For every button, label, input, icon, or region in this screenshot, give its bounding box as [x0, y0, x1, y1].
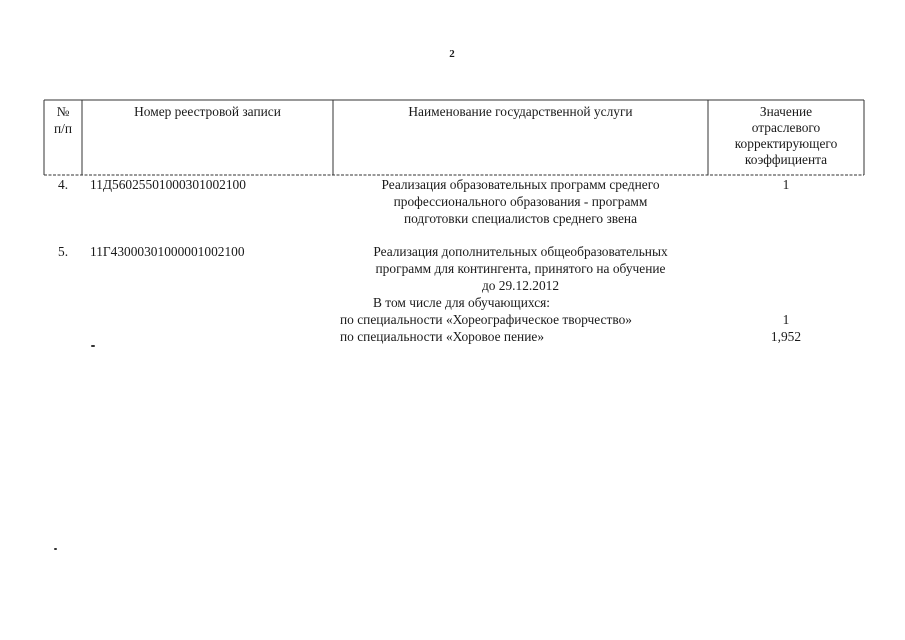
row-4-service: Реализация образовательных программ среднего профессионального образования - программ подготовки специалистов среднего звена [381, 177, 660, 226]
scan-speck [54, 548, 57, 550]
row-4-num: 4. [58, 177, 69, 192]
header-registry: Номер реестровой записи [134, 104, 281, 119]
row-5-subitem-choreography: по специальности «Хореографическое творчество» [340, 312, 632, 327]
row-4-registry: 11Д56025501000301002100 [90, 177, 246, 192]
header-service: Наименование государственной услуги [408, 104, 633, 119]
row-5-service: Реализация дополнительных общеобразовательных программ для контингента, принятого на обучение до 29.12.2012 [373, 244, 668, 293]
header-num: № п/п [53, 104, 73, 136]
row-5-subitem-choreography-coefficient: 1 [782, 312, 790, 327]
row-5-subitem-choral-coefficient: 1,952 [770, 329, 802, 344]
scan-speck [91, 345, 95, 347]
row-5-registry: 11Г43000301000001002100 [90, 244, 245, 259]
row-5-num: 5. [58, 244, 69, 259]
row-5-subheading: В том числе для обучающихся: [373, 295, 551, 310]
header-coefficient: Значение отраслевого корректирующего коэффициента [734, 104, 838, 167]
row-5-subitem-choral: по специальности «Хоровое пение» [340, 329, 545, 344]
row-4-coefficient: 1 [782, 177, 790, 192]
page-number: 2 [449, 48, 455, 60]
